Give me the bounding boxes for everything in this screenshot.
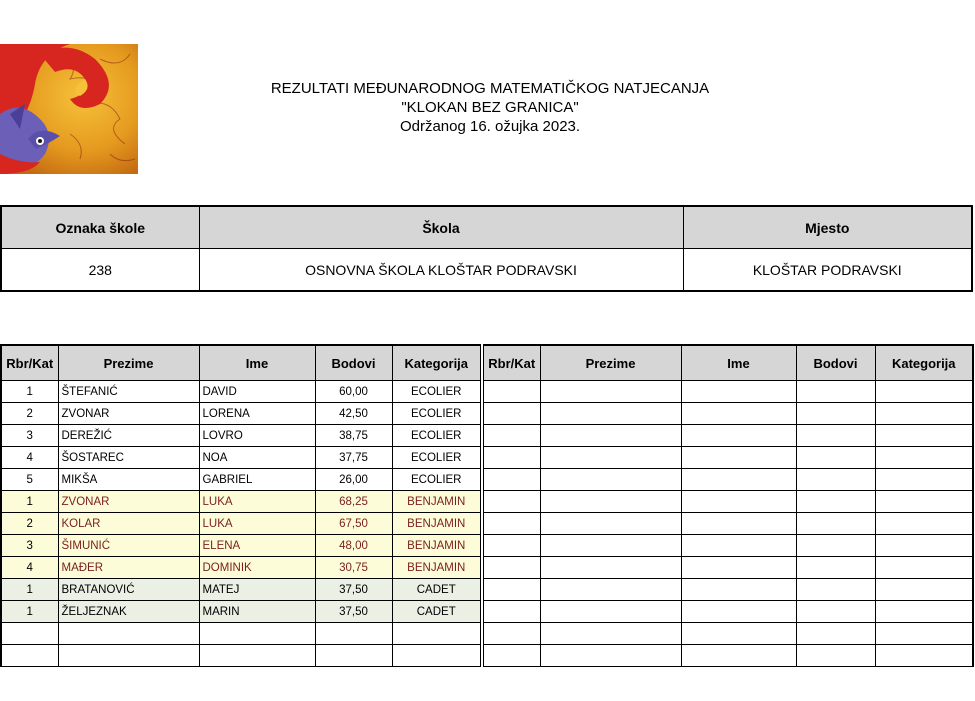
school-code: 238: [1, 249, 199, 292]
title-line-3: Održanog 16. ožujka 2023.: [399, 118, 581, 135]
cell-empty-right: [681, 645, 796, 667]
cell-ime: [199, 623, 315, 645]
cell-empty-right: [482, 425, 540, 447]
cell-empty-right: [540, 601, 681, 623]
col-header-bodovi-right: Bodovi: [796, 345, 875, 381]
cell-empty-right: [796, 381, 875, 403]
cell-empty-right: [482, 403, 540, 425]
cell-ime: ELENA: [199, 535, 315, 557]
cell-bodovi: 37,50: [315, 579, 392, 601]
title-line-2: "KLOKAN BEZ GRANICA": [401, 99, 579, 116]
cell-prezime: ŽELJEZNAK: [58, 601, 199, 623]
cell-prezime: MIKŠA: [58, 469, 199, 491]
cell-empty-right: [875, 579, 973, 601]
cell-empty-right: [796, 535, 875, 557]
cell-empty-right: [540, 645, 681, 667]
cell-ime: DOMINIK: [199, 557, 315, 579]
cell-kategorija: BENJAMIN: [392, 557, 482, 579]
cell-empty-right: [796, 513, 875, 535]
cell-kategorija: ECOLIER: [392, 403, 482, 425]
table-row: [1, 491, 973, 513]
cell-empty-right: [681, 535, 796, 557]
cell-prezime: ZVONAR: [58, 491, 199, 513]
cell-bodovi: 42,50: [315, 403, 392, 425]
cell-empty-right: [681, 623, 796, 645]
cell-empty-right: [540, 491, 681, 513]
cell-ime: MARIN: [199, 601, 315, 623]
cell-bodovi: 30,75: [315, 557, 392, 579]
results-table: [0, 344, 974, 667]
cell-empty-right: [796, 623, 875, 645]
cell-empty-right: [875, 645, 973, 667]
cell-kategorija: CADET: [392, 579, 482, 601]
cell-empty-right: [482, 513, 540, 535]
cell-prezime: ŠIMUNIĆ: [58, 535, 199, 557]
col-header-kategorija-right: Kategorija: [875, 345, 973, 381]
cell-empty-right: [875, 403, 973, 425]
cell-rbr: 5: [1, 469, 58, 491]
table-row: [1, 557, 973, 579]
cell-empty-right: [796, 425, 875, 447]
cell-kategorija: BENJAMIN: [392, 513, 482, 535]
col-header-rbr: Rbr/Kat: [1, 345, 58, 381]
col-header-kategorija: Kategorija: [392, 345, 482, 381]
cell-empty-right: [482, 469, 540, 491]
results-header-row: [1, 345, 973, 381]
cell-prezime: ŠTEFANIĆ: [58, 381, 199, 403]
cell-rbr: 1: [1, 491, 58, 513]
cell-rbr: 3: [1, 425, 58, 447]
table-row: [1, 535, 973, 557]
cell-bodovi: 48,00: [315, 535, 392, 557]
cell-empty-right: [796, 491, 875, 513]
results-section: [0, 344, 972, 667]
cell-empty-right: [681, 381, 796, 403]
cell-empty-right: [875, 469, 973, 491]
cell-ime: LOVRO: [199, 425, 315, 447]
cell-bodovi: 67,50: [315, 513, 392, 535]
cell-empty-right: [540, 623, 681, 645]
cell-empty-right: [796, 447, 875, 469]
cell-ime: MATEJ: [199, 579, 315, 601]
cell-rbr: 1: [1, 601, 58, 623]
cell-empty-right: [540, 381, 681, 403]
cell-prezime: MAĐER: [58, 557, 199, 579]
cell-rbr: 3: [1, 535, 58, 557]
cell-empty-right: [796, 601, 875, 623]
cell-bodovi: 37,75: [315, 447, 392, 469]
cell-empty-right: [796, 403, 875, 425]
cell-empty-right: [482, 579, 540, 601]
table-row: [1, 403, 973, 425]
cell-rbr: 1: [1, 579, 58, 601]
cell-empty-right: [681, 557, 796, 579]
cell-empty-right: [875, 557, 973, 579]
cell-empty-right: [875, 535, 973, 557]
cell-ime: LUKA: [199, 491, 315, 513]
kangaroo-logo: [0, 44, 138, 174]
col-header-ime-right: Ime: [681, 345, 796, 381]
cell-prezime: ZVONAR: [58, 403, 199, 425]
school-info-table: [0, 205, 973, 292]
cell-kategorija: BENJAMIN: [392, 535, 482, 557]
cell-empty-right: [796, 469, 875, 491]
cell-kategorija: ECOLIER: [392, 381, 482, 403]
table-row: [1, 469, 973, 491]
cell-empty-right: [796, 579, 875, 601]
col-header-prezime: Prezime: [58, 345, 199, 381]
table-row: [1, 447, 973, 469]
table-row: [1, 623, 973, 645]
cell-bodovi: [315, 645, 392, 667]
cell-prezime: BRATANOVIĆ: [58, 579, 199, 601]
table-row: [1, 425, 973, 447]
page-title: [220, 79, 760, 136]
table-row: [1, 645, 973, 667]
school-table-value-row: [1, 249, 972, 292]
cell-empty-right: [540, 557, 681, 579]
cell-empty-right: [681, 425, 796, 447]
table-row: [1, 381, 973, 403]
cell-prezime: [58, 645, 199, 667]
cell-empty-right: [540, 469, 681, 491]
cell-empty-right: [681, 403, 796, 425]
cell-rbr: 2: [1, 513, 58, 535]
header-school-city: Mjesto: [683, 206, 972, 249]
header-school-code: Oznaka škole: [1, 206, 199, 249]
cell-kategorija: [392, 645, 482, 667]
table-row: [1, 601, 973, 623]
cell-ime: NOA: [199, 447, 315, 469]
results-body: [1, 381, 973, 667]
cell-empty-right: [540, 403, 681, 425]
cell-empty-right: [875, 425, 973, 447]
cell-empty-right: [482, 557, 540, 579]
cell-empty-right: [681, 447, 796, 469]
cell-ime: LUKA: [199, 513, 315, 535]
cell-empty-right: [681, 601, 796, 623]
cell-empty-right: [796, 557, 875, 579]
cell-empty-right: [540, 579, 681, 601]
cell-rbr: 1: [1, 381, 58, 403]
school-table-header-row: [1, 206, 972, 249]
cell-rbr: 4: [1, 557, 58, 579]
header-school-name: Škola: [199, 206, 683, 249]
cell-bodovi: 37,50: [315, 601, 392, 623]
cell-prezime: ŠOSTAREC: [58, 447, 199, 469]
cell-kategorija: [392, 623, 482, 645]
cell-kategorija: ECOLIER: [392, 447, 482, 469]
cell-bodovi: 26,00: [315, 469, 392, 491]
cell-empty-right: [482, 381, 540, 403]
cell-empty-right: [875, 491, 973, 513]
cell-empty-right: [482, 645, 540, 667]
cell-rbr: 4: [1, 447, 58, 469]
cell-empty-right: [875, 381, 973, 403]
cell-bodovi: 68,25: [315, 491, 392, 513]
table-row: [1, 513, 973, 535]
cell-kategorija: ECOLIER: [392, 469, 482, 491]
cell-empty-right: [681, 579, 796, 601]
col-header-prezime-right: Prezime: [540, 345, 681, 381]
cell-rbr: [1, 623, 58, 645]
cell-prezime: KOLAR: [58, 513, 199, 535]
cell-empty-right: [875, 623, 973, 645]
school-name: OSNOVNA ŠKOLA KLOŠTAR PODRAVSKI: [199, 249, 683, 292]
cell-bodovi: 60,00: [315, 381, 392, 403]
cell-empty-right: [875, 513, 973, 535]
cell-kategorija: ECOLIER: [392, 425, 482, 447]
cell-empty-right: [482, 447, 540, 469]
col-header-ime: Ime: [199, 345, 315, 381]
title-line-1: REZULTATI MEĐUNARODNOG MATEMATIČKOG NATJECANJA: [270, 80, 710, 97]
cell-empty-right: [681, 491, 796, 513]
cell-rbr: [1, 645, 58, 667]
cell-bodovi: [315, 623, 392, 645]
school-city: KLOŠTAR PODRAVSKI: [683, 249, 972, 292]
cell-ime: [199, 645, 315, 667]
cell-empty-right: [875, 447, 973, 469]
col-header-bodovi: Bodovi: [315, 345, 392, 381]
table-row: [1, 579, 973, 601]
cell-empty-right: [540, 447, 681, 469]
cell-empty-right: [681, 513, 796, 535]
cell-empty-right: [482, 491, 540, 513]
cell-prezime: DEREŽIĆ: [58, 425, 199, 447]
cell-empty-right: [540, 425, 681, 447]
cell-ime: DAVID: [199, 381, 315, 403]
cell-rbr: 2: [1, 403, 58, 425]
cell-empty-right: [540, 535, 681, 557]
cell-ime: GABRIEL: [199, 469, 315, 491]
cell-prezime: [58, 623, 199, 645]
cell-empty-right: [540, 513, 681, 535]
cell-empty-right: [482, 623, 540, 645]
cell-empty-right: [482, 601, 540, 623]
cell-ime: LORENA: [199, 403, 315, 425]
cell-bodovi: 38,75: [315, 425, 392, 447]
cell-empty-right: [875, 601, 973, 623]
cell-kategorija: CADET: [392, 601, 482, 623]
col-header-rbr-right: Rbr/Kat: [482, 345, 540, 381]
cell-empty-right: [681, 469, 796, 491]
cell-kategorija: BENJAMIN: [392, 491, 482, 513]
cell-empty-right: [482, 535, 540, 557]
cell-empty-right: [796, 645, 875, 667]
